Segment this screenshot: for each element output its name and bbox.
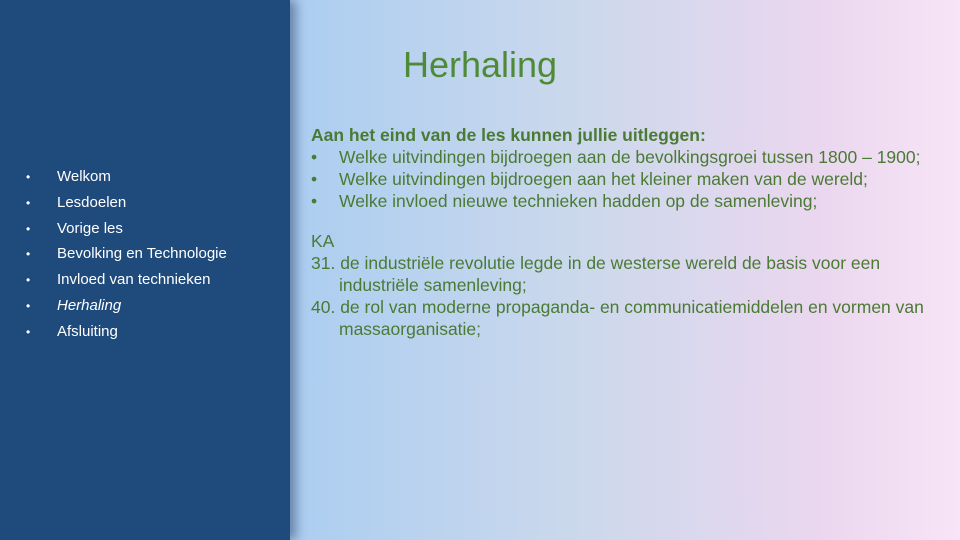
agenda-item-label: Welkom (57, 168, 111, 185)
agenda-item-lesdoelen (26, 192, 227, 218)
bullet-icon: • (26, 195, 31, 210)
ka-heading: KA (311, 231, 335, 251)
agenda-item-afsluiting (26, 321, 227, 347)
learning-goal-text: Welke uitvindingen bijdroegen aan het kleiner maken van de wereld; (339, 169, 868, 189)
bullet-icon: • (26, 170, 31, 184)
bullet-icon: • (26, 298, 31, 313)
learning-goals-intro: Aan het eind van de les kunnen jullie uitleggen: (311, 125, 706, 145)
bullet-icon: • (311, 169, 318, 189)
bullet-icon: • (26, 324, 31, 339)
slide-content (311, 124, 941, 340)
agenda-item-label: Afsluiting (57, 322, 118, 340)
agenda-list (26, 166, 227, 347)
learning-goals-list (311, 146, 941, 212)
bullet-icon: • (311, 191, 318, 211)
bullet-icon: • (26, 247, 31, 262)
ka-list (311, 252, 941, 340)
agenda-item-bevolking-en-technologie (26, 243, 227, 269)
agenda-item-label: Herhaling (57, 296, 122, 314)
slide-title: Herhaling (402, 44, 558, 85)
ka-item: 40. de rol van moderne propaganda- en communicatiemiddelen en vormen van massaorganisatie; (311, 297, 924, 339)
agenda-sidebar (0, 0, 290, 540)
learning-goal-item (311, 168, 941, 190)
agenda-item-herhaling (26, 295, 227, 321)
bullet-icon: • (26, 273, 31, 288)
learning-goal-text: Welke uitvindingen bijdroegen aan de bevolkingsgroei tussen 1800 – 1900; (339, 147, 921, 167)
agenda-item-label: Bevolking en Technologie (57, 245, 227, 263)
learning-goal-item (311, 146, 941, 168)
agenda-item-invloed-van-technieken (26, 269, 227, 295)
bullet-icon: • (311, 147, 318, 167)
learning-goal-text: Welke invloed nieuwe technieken hadden op de samenleving; (339, 191, 818, 211)
agenda-item-label: Vorige les (57, 219, 123, 237)
ka-item: 31. de industriële revolutie legde in de westerse wereld de basis voor een industriële samenleving; (311, 253, 881, 295)
agenda-item-label: Lesdoelen (57, 193, 127, 211)
agenda-item-label: Invloed van technieken (57, 271, 211, 289)
learning-goal-item (311, 190, 941, 212)
bullet-icon: • (26, 221, 31, 236)
agenda-item-welkom (26, 166, 227, 192)
agenda-item-vorige-les (26, 218, 227, 244)
